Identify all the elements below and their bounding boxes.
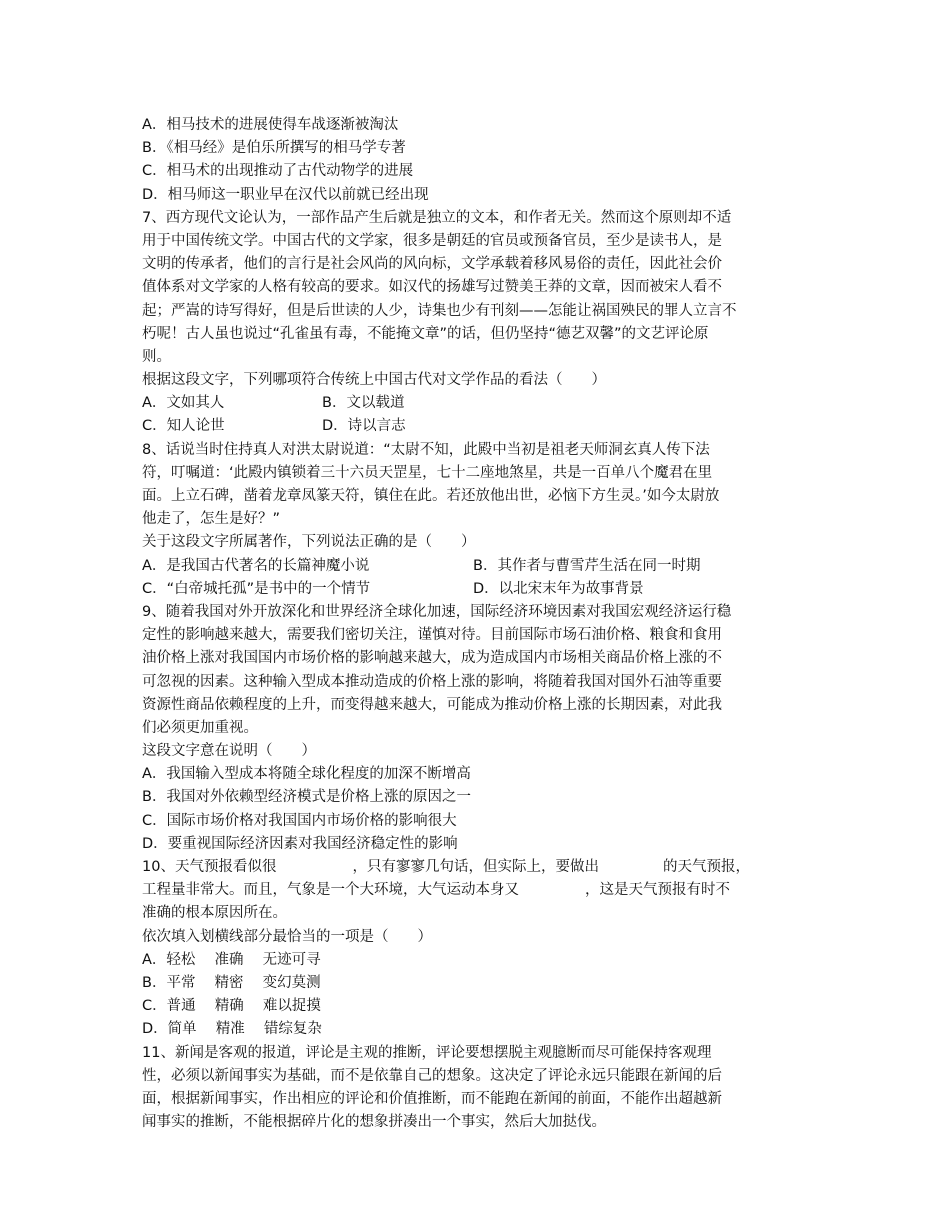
option-d: D．简单 精准 错综复杂 [142, 1021, 322, 1038]
option-b: B．《相马经》是伯乐所撰写的相马学专著 [142, 140, 406, 157]
option-a: A．我国输入型成本将随全球化程度的加深不断增高 [142, 766, 471, 783]
question-text-line: 朽呢！古人虽也说过“孔雀虽有毒，不能掩文章”的话，但仍坚持“德艺双馨”的文艺评论原 [142, 325, 709, 342]
question-text-line [142, 879, 810, 902]
question-11 [142, 1042, 810, 1135]
question-text-segment: 10、天气预报看似很 [142, 859, 277, 875]
question-text-line: 7、西方现代文论认为，一部作品产生后就是独立的文本，和作者无关。然而这个原则却不适 [142, 209, 732, 226]
question-text-line: 准确的根本原因所在。 [142, 905, 287, 922]
question-text-line: 起；严嵩的诗写得好，但是后世读的人少，诗集也少有刊刻——怎能让祸国殃民的罪人立言不 [142, 302, 737, 319]
document-page [142, 114, 810, 1134]
question-text-segment: ，这是天气预报有时不 [585, 882, 730, 899]
option-b: B．其作者与曹雪芹生活在同一时期 [473, 557, 701, 574]
question-text-line: 油价格上涨对我国国内市场价格的影响越来越大，成为造成国内市场相关商品价格上涨的不 [142, 650, 722, 667]
question-text-line: 则。 [142, 348, 171, 365]
option-d: D．诗以言志 [322, 418, 406, 435]
question-9 [142, 601, 810, 856]
question-text-line: 文明的传承者，他们的言行是社会风尚的风向标，文学承载着移风易俗的责任，因此社会价 [142, 256, 722, 273]
option-d: D．相马师这一职业早在汉代以前就已经出现 [142, 186, 429, 203]
question-7 [142, 207, 810, 439]
question-text-line: 面，根据新闻事实，作出相应的评论和价值推断，而不能跑在新闻的前面，不能作出超越新 [142, 1090, 722, 1107]
option-a: A．轻松 准确 无迹可寻 [142, 951, 321, 968]
option-b: B．我国对外依赖型经济模式是价格上涨的原因之一 [142, 789, 471, 806]
question-text-line: 性，必须以新闻事实为基础，而不是依靠自己的想象。这决定了评论永远只能跟在新闻的后 [142, 1067, 722, 1084]
question-text-segment: 工程量非常大。而且，气象是一个大环境，大气运动本身又 [142, 882, 519, 899]
question-prompt: 关于这段文字所属著作，下列说法正确的是（ ） [142, 534, 476, 551]
question-10 [142, 856, 810, 1042]
question-text-segment: 的天气预报， [662, 859, 750, 875]
option-a: A．相马技术的进展使得车战逐渐被淘汰 [142, 117, 399, 133]
question-text-line: 们必须更加重视。 [142, 719, 258, 736]
question-text-line: 他走了，怎生是好？” [142, 511, 281, 528]
question-text-segment: ，只有寥寥几句话，但实际上，要做出 [352, 859, 599, 875]
option-c: C．“白帝城托孤”是书中的一个情节 [142, 580, 371, 597]
options-row [142, 555, 810, 578]
question-text-line: 定性的影响越来越大，需要我们密切关注，谨慎对待。目前国际市场石油价格、粮食和食用 [142, 627, 722, 644]
question-text-line: 可忽视的因素。这种输入型成本推动造成的价格上涨的影响，将随着我国对国外石油等重要 [142, 673, 722, 690]
question-text-line: 面。上立石碑，凿着龙章凤篆天符，镇住在此。若还放他出世，必恼下方生灵。’如今太尉放 [142, 488, 720, 504]
option-c: C．相马术的出现推动了古代动物学的进展 [142, 163, 414, 180]
question-text-line: 8、话说当时住持真人对洪太尉说道：“太尉不知，此殿中当初是祖老天师洞玄真人传下法 [142, 441, 710, 458]
options-row [142, 578, 810, 601]
option-d: D．以北宋末年为故事背景 [473, 580, 644, 597]
option-c: C．知人论世 [142, 418, 225, 435]
question-text-line: 资源性商品依赖程度的上升，而变得越来越大，可能成为推动价格上涨的长期因素，对此我 [142, 696, 722, 713]
question-prompt: 依次填入划横线部分最恰当的一项是（ ） [142, 928, 432, 945]
question-prompt: 这段文字意在说明（ ） [142, 743, 316, 760]
option-a: A．是我国古代著名的长篇神魔小说 [142, 557, 370, 574]
question-text-line [142, 856, 810, 879]
option-c: C．国际市场价格对我国国内市场价格的影响很大 [142, 812, 457, 829]
question-text-line: 9、随着我国对外开放深化和世界经济全球化加速，国际经济环境因素对我国宏观经济运行稳 [142, 603, 732, 620]
option-b: B．文以载道 [322, 395, 405, 412]
options-row [142, 392, 810, 415]
question-8 [142, 439, 810, 601]
question-prompt: 根据这段文字，下列哪项符合传统上中国古代对文学作品的看法（ ） [142, 372, 606, 389]
question-text-line: 11、新闻是客观的报道，评论是主观的推断，评论要想摆脱主观臆断而尽可能保持客观理 [142, 1044, 712, 1061]
question-text-line: 闻事实的推断，不能根据碎片化的想象拼凑出一个事实，然后大加挞伐。 [142, 1114, 606, 1131]
prev-question-options [142, 114, 810, 207]
question-text-line: 用于中国传统文学。中国古代的文学家，很多是朝廷的官员或预备官员，至少是读书人，是 [142, 232, 722, 249]
option-b: B．平常 精密 变幻莫测 [142, 974, 321, 991]
question-text-line: 值体系对文学家的人格有较高的要求。如汉代的扬雄写过赞美王莽的文章，因而被宋人看不 [142, 279, 722, 296]
question-text-line: 符，叮嘱道：‘此殿内镇锁着三十六员天罡星，七十二座地煞星，共是一百单八个魔君在里 [142, 464, 713, 481]
option-a: A．文如其人 [142, 395, 225, 412]
option-c: C．普通 精确 难以捉摸 [142, 998, 321, 1015]
options-row [142, 415, 810, 438]
option-d: D．要重视国际经济因素对我国经济稳定性的影响 [142, 835, 458, 852]
